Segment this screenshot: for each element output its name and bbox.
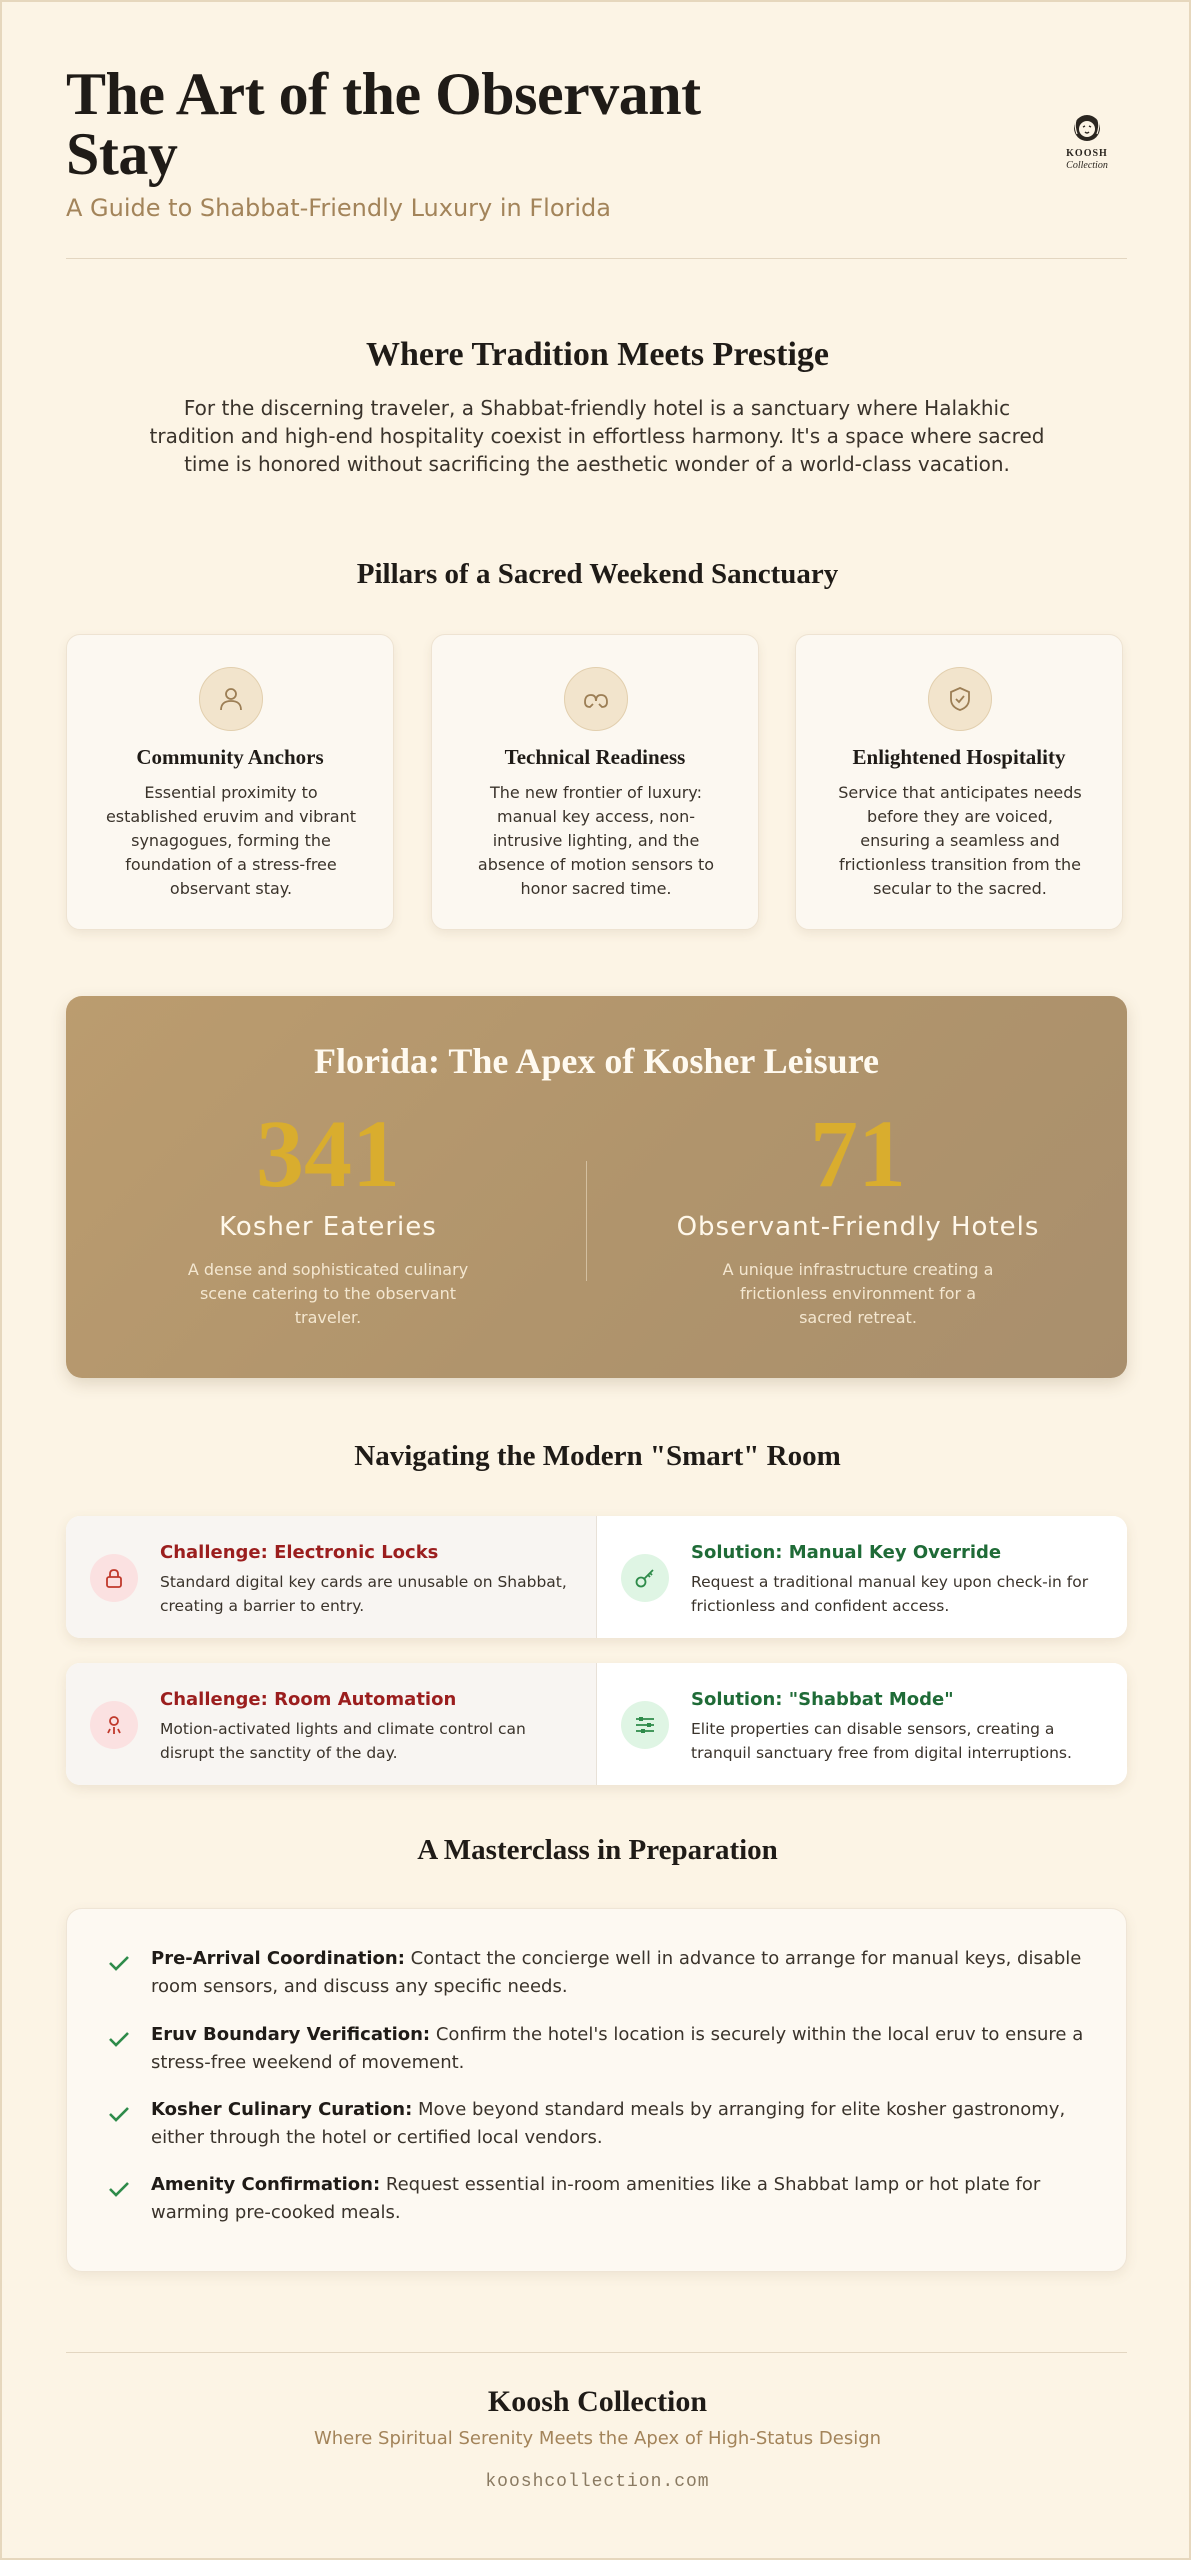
florida-heading: Florida: The Apex of Kosher Leisure xyxy=(313,1041,879,1081)
footer-link[interactable]: kooshcollection.com xyxy=(485,2472,710,2492)
list-item xyxy=(107,2096,1087,2152)
stat-description: A unique infrastructure creating a frictionless environment for a sacred retreat. xyxy=(722,1260,994,1327)
stat-label: Observant-Friendly Hotels xyxy=(676,1212,1040,1242)
pillar-text: The new frontier of luxury: manual key access, non-intrusive lighting, and the absence of motion sensors to honor sacred time. xyxy=(477,783,715,898)
check-icon xyxy=(107,2027,131,2051)
pillar-title: Community Anchors xyxy=(136,745,324,769)
pillar-text: Essential proximity to established eruvim and vibrant synagogues, forming the foundation of a stress-free observant stay. xyxy=(105,783,357,898)
stat-number: 71 xyxy=(810,1100,906,1207)
lion-logo-icon xyxy=(1052,112,1122,176)
check-icon xyxy=(107,2177,131,2201)
solution-panel xyxy=(597,1663,1127,1785)
pillar-text: Service that anticipates needs before they are voiced, ensuring a seamless and frictionless transition from the secular to the sacred. xyxy=(838,783,1082,898)
stat-description: A dense and sophisticated culinary scene catering to the observant traveler. xyxy=(187,1260,469,1327)
challenge-text: Motion-activated lights and climate control can disrupt the sanctity of the day. xyxy=(160,1720,526,1762)
check-icon xyxy=(107,2102,131,2126)
preparation-card xyxy=(66,1908,1127,2272)
list-item-text: Confirm the hotel's location is securely within the local eruv to ensure a stress-free weekend of movement. xyxy=(151,2024,1084,2073)
page-subtitle: A Guide to Shabbat-Friendly Luxury in Florida xyxy=(66,194,611,222)
smart-room-heading: Navigating the Modern "Smart" Room xyxy=(354,1440,841,1472)
pillars-heading: Pillars of a Sacred Weekend Sanctuary xyxy=(356,558,839,590)
page-title: The Art of the Observant Stay xyxy=(66,61,701,187)
stat-label: Kosher Eateries xyxy=(219,1212,437,1242)
header-divider xyxy=(66,258,1127,259)
list-item-lead: Pre-Arrival Coordination: xyxy=(151,1948,405,1969)
sliders-icon xyxy=(621,1701,669,1749)
pillar-card xyxy=(795,634,1123,930)
preparation-heading: A Masterclass in Preparation xyxy=(417,1834,778,1866)
shield-icon xyxy=(928,667,992,731)
list-item-text: Contact the concierge well in advance to arrange for manual keys, disable room sensors, and discuss any specific needs. xyxy=(151,1948,1082,1997)
key-icon xyxy=(621,1554,669,1602)
solution-text: Elite properties can disable sensors, creating a tranquil sanctuary free from digital interruptions. xyxy=(691,1720,1072,1762)
brand-logo xyxy=(1052,112,1122,176)
intro-text: For the discerning traveler, a Shabbat-friendly hotel is a sanctuary where Halakhic tradition and high-end hospitality coexist in effortless harmony. It's a space where sacred time is honored without sacrificing the aesthetic wonder of a world-class vacation. xyxy=(149,396,1045,476)
list-item-lead: Kosher Culinary Curation: xyxy=(151,2099,413,2120)
pillar-card xyxy=(431,634,759,930)
solution-text: Request a traditional manual key upon check-in for frictionless and confident access. xyxy=(691,1573,1089,1615)
challenge-panel xyxy=(66,1663,597,1785)
pillar-card xyxy=(66,634,394,930)
list-item xyxy=(107,1945,1087,2001)
solution-title: Solution: "Shabbat Mode" xyxy=(691,1689,954,1710)
stat-hotels xyxy=(648,1100,1068,1330)
intro-heading: Where Tradition Meets Prestige xyxy=(366,336,829,373)
pillar-title: Enlightened Hospitality xyxy=(852,745,1066,769)
person-icon xyxy=(199,667,263,731)
motion-sensor-icon xyxy=(90,1701,138,1749)
solution-panel xyxy=(597,1516,1127,1638)
stat-kosher-eateries xyxy=(118,1100,538,1330)
challenge-title: Challenge: Electronic Locks xyxy=(160,1542,439,1563)
list-item xyxy=(107,2021,1087,2077)
footer-brand: Koosh Collection xyxy=(487,2385,708,2418)
list-item-text: Request essential in-room amenities like a Shabbat lamp or hot plate for warming pre-cooked meals. xyxy=(151,2174,1041,2223)
pillar-title: Technical Readiness xyxy=(504,745,686,769)
challenge-panel xyxy=(66,1516,597,1638)
challenge-solution-row xyxy=(66,1663,1127,1785)
check-icon xyxy=(107,1951,131,1975)
stat-number: 341 xyxy=(256,1100,400,1207)
list-item xyxy=(107,2171,1087,2227)
lock-icon xyxy=(90,1554,138,1602)
svg-text:Collection: Collection xyxy=(1066,160,1108,171)
stat-divider xyxy=(586,1161,587,1281)
solution-title: Solution: Manual Key Override xyxy=(691,1542,1002,1563)
challenge-solution-row xyxy=(66,1516,1127,1638)
challenge-text: Standard digital key cards are unusable on Shabbat, creating a barrier to entry. xyxy=(160,1573,567,1615)
list-item-lead: Amenity Confirmation: xyxy=(151,2174,381,2195)
footer-divider xyxy=(66,2352,1127,2353)
list-item-lead: Eruv Boundary Verification: xyxy=(151,2024,431,2045)
footer-tagline: Where Spiritual Serenity Meets the Apex of High-Status Design xyxy=(313,2428,882,2449)
key-icon xyxy=(564,667,628,731)
list-item-text: Move beyond standard meals by arranging for elite kosher gastronomy, either through the hotel or certified local vendors. xyxy=(151,2099,1066,2148)
svg-text:KOOSH: KOOSH xyxy=(1066,148,1108,159)
challenge-title: Challenge: Room Automation xyxy=(160,1689,457,1710)
florida-stats-band xyxy=(66,996,1127,1378)
